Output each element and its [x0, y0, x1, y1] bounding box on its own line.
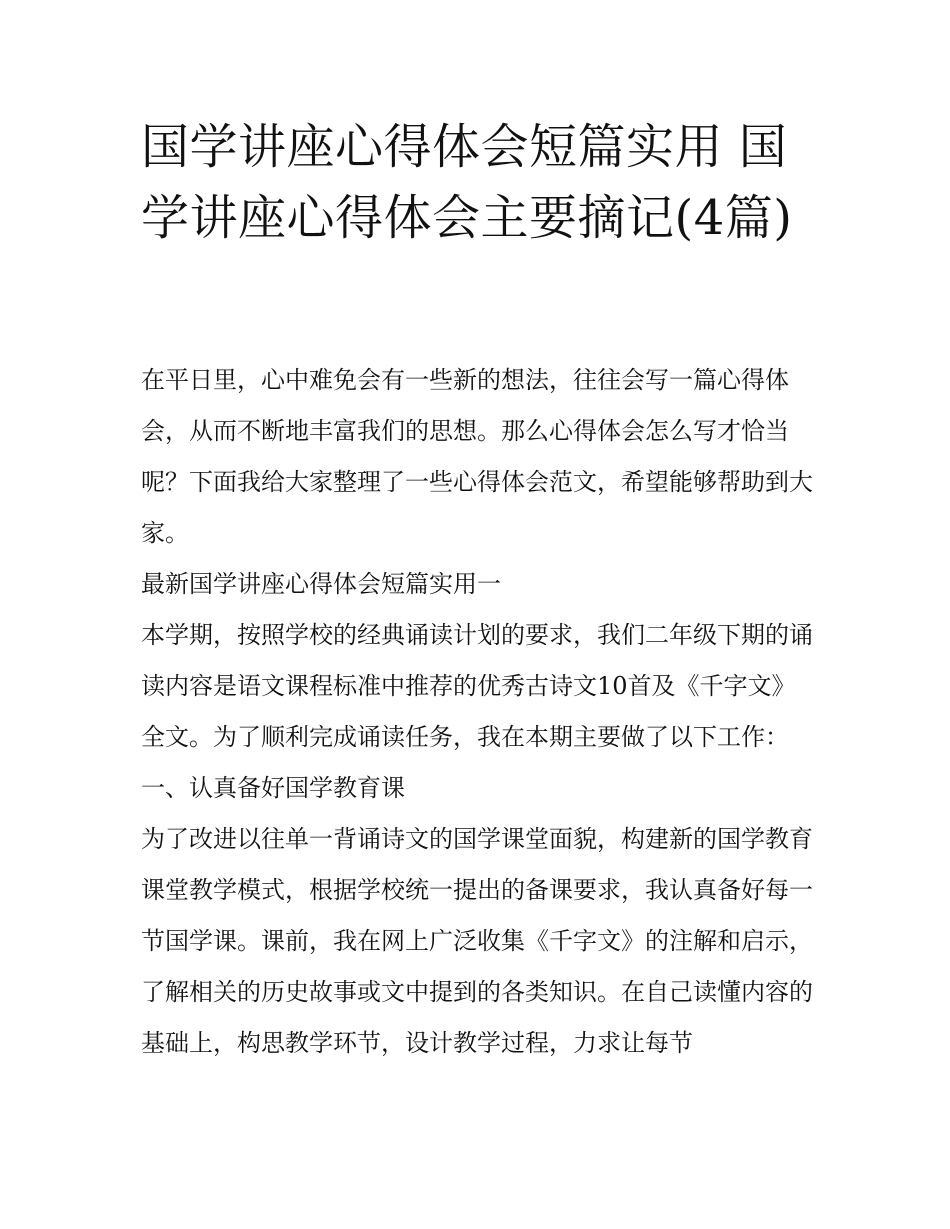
intro-paragraph: 在平日里，心中难免会有一些新的想法，往往会写一篇心得体会，从而不断地丰富我们的思想。那么心得体会怎么写才恰当呢？下面我给大家整理了一些心得体会范文，希望能够帮助到大家。	[141, 366, 813, 547]
body-paragraph: 本学期，按照学校的经典诵读计划的要求，我们二年级下期的诵读内容是语文课程标准中推荐的优秀古诗文10首及《千字文》全文。为了顺利完成诵读任务，我在本期主要做了以下工作：	[141, 621, 813, 751]
document-title: 国学讲座心得体会短篇实用 国学讲座心得体会主要摘记(4篇)	[141, 119, 793, 246]
section-heading: 最新国学讲座心得体会短篇实用一	[141, 570, 501, 598]
document-body	[141, 355, 813, 1069]
body-paragraph: 为了改进以往单一背诵诗文的国学课堂面貌，构建新的国学教育课堂教学模式，根据学校统一提出的备课要求，我认真备好每一节国学课。课前，我在网上广泛收集《千字文》的注解和启示，了解相关的历史故事或文中提到的各类知识。在自己读懂内容的基础上，构思教学环节，设计教学过程，力求让每节	[141, 825, 813, 1057]
subsection-heading: 一、认真备好国学教育课	[141, 774, 405, 802]
